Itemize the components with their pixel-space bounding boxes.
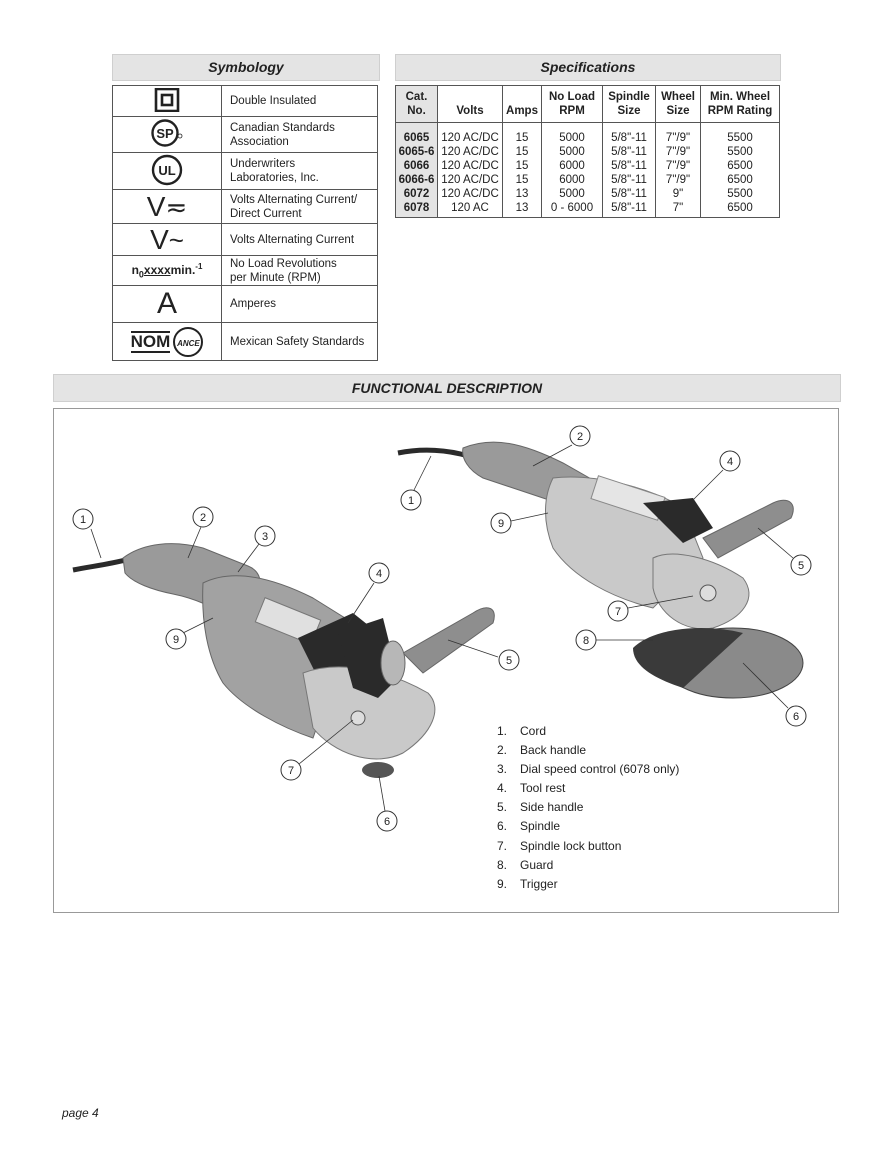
symbology-row	[113, 86, 378, 117]
callout-number: 7	[614, 606, 622, 618]
symbology-desc: per Minute (RPM)	[230, 271, 321, 284]
list-item: 6. Spindle	[497, 819, 561, 834]
callout-number: 7	[287, 765, 295, 777]
symbology-row	[113, 224, 378, 256]
spec-col-header: Volts	[438, 86, 503, 123]
symbology-desc: Canadian Standards	[230, 121, 335, 134]
list-item: 2. Back handle	[497, 743, 587, 758]
csa-logo-icon	[150, 118, 184, 148]
symbology-title: Symbology	[112, 54, 380, 81]
callout-number: 6	[792, 711, 800, 723]
symbology-desc: Double Insulated	[230, 95, 317, 107]
symbology-desc: Association	[230, 135, 289, 148]
spec-row: 6066 120 AC/DC 15 6000 5/8"-11 7"/9" 6500	[396, 159, 780, 173]
spec-col-header: Amps	[503, 86, 542, 123]
symbology-table	[112, 85, 378, 361]
svg-text:SP: SP	[156, 126, 174, 141]
spec-col-header: Cat. No.	[396, 86, 438, 123]
symbology-desc: Mexican Safety Standards	[230, 335, 365, 348]
specifications-table	[395, 85, 780, 218]
symbology-desc: Volts Alternating Current	[230, 233, 355, 246]
list-item: 9. Trigger	[497, 876, 558, 891]
symbology-row	[113, 256, 378, 286]
symbology-desc: Underwriters	[230, 158, 296, 170]
spec-col-header: Spindle Size	[603, 86, 656, 123]
volts-ac-icon: V~	[113, 224, 222, 256]
callout-number: 8	[582, 635, 590, 647]
parts-list	[497, 722, 679, 894]
callout-number: 4	[726, 456, 734, 468]
page-number: page 4	[62, 1106, 99, 1120]
svg-text:UL: UL	[158, 162, 176, 178]
symbology-desc: No Load Revolutions	[230, 257, 337, 270]
callout-number: 5	[505, 655, 513, 667]
amperes-icon: A	[113, 286, 222, 323]
symbology-desc: Laboratories, Inc.	[230, 172, 319, 184]
ul-logo-icon	[151, 154, 183, 186]
symbology-desc: Volts Alternating Current/	[230, 193, 358, 206]
callout-number: 1	[79, 514, 87, 526]
grinder-diagram	[53, 408, 839, 913]
list-item: 4. Tool rest	[497, 781, 566, 796]
spec-col-header: Wheel Size	[656, 86, 701, 123]
symbology-row	[113, 153, 378, 190]
list-item: 7. Spindle lock button	[497, 838, 622, 853]
list-item: 1. Cord	[497, 724, 547, 738]
callout-number: 3	[261, 531, 269, 543]
left-grinder-illustration	[73, 544, 494, 778]
callout-number: 9	[497, 518, 505, 530]
spec-header-row	[396, 86, 780, 123]
symbology-row	[113, 190, 378, 224]
spec-col-header: No Load RPM	[542, 86, 603, 123]
nom-ance-logo-icon: NOM ANCE	[113, 323, 222, 361]
list-item: 3. Dial speed control (6078 only)	[497, 762, 680, 777]
callout-number: 6	[383, 816, 391, 828]
callout-number: 2	[576, 431, 584, 443]
volts-ac-dc-icon: V≂	[113, 190, 222, 224]
right-grinder-illustration	[398, 442, 803, 698]
spec-row: 6066-6 120 AC/DC 15 6000 5/8"-11 7"/9" 6500	[396, 173, 780, 187]
symbology-row	[113, 323, 378, 361]
spec-row: 6065-6 120 AC/DC 15 5000 5/8"-11 7"/9" 5500	[396, 145, 780, 159]
list-item: 8. Guard	[497, 857, 554, 872]
list-item: 5. Side handle	[497, 800, 584, 815]
symbology-row	[113, 117, 378, 153]
symbology-desc: Amperes	[230, 298, 277, 310]
specifications-title: Specifications	[395, 54, 781, 81]
no-load-rpm-icon: $n_0xxxxmin.^{-1}$	[113, 256, 222, 286]
double-insulated-icon	[154, 88, 180, 112]
callout-number: 9	[172, 634, 180, 646]
spec-col-header: Min. Wheel RPM Rating	[701, 86, 780, 123]
callout-number: 2	[199, 512, 207, 524]
callout-number: 1	[407, 495, 415, 507]
spec-row: 6065 120 AC/DC 15 5000 5/8"-11 7"/9" 5500	[396, 123, 780, 146]
functional-description-title: FUNCTIONAL DESCRIPTION	[53, 374, 841, 402]
symbology-desc: Direct Current	[230, 207, 302, 220]
callout-number: 5	[797, 560, 805, 572]
callout-number: 4	[375, 568, 383, 580]
spec-row: 6078 120 AC 13 0 - 6000 5/8"-11 7" 6500	[396, 201, 780, 218]
symbology-row	[113, 286, 378, 323]
spec-row: 6072 120 AC/DC 13 5000 5/8"-11 9" 5500	[396, 187, 780, 201]
